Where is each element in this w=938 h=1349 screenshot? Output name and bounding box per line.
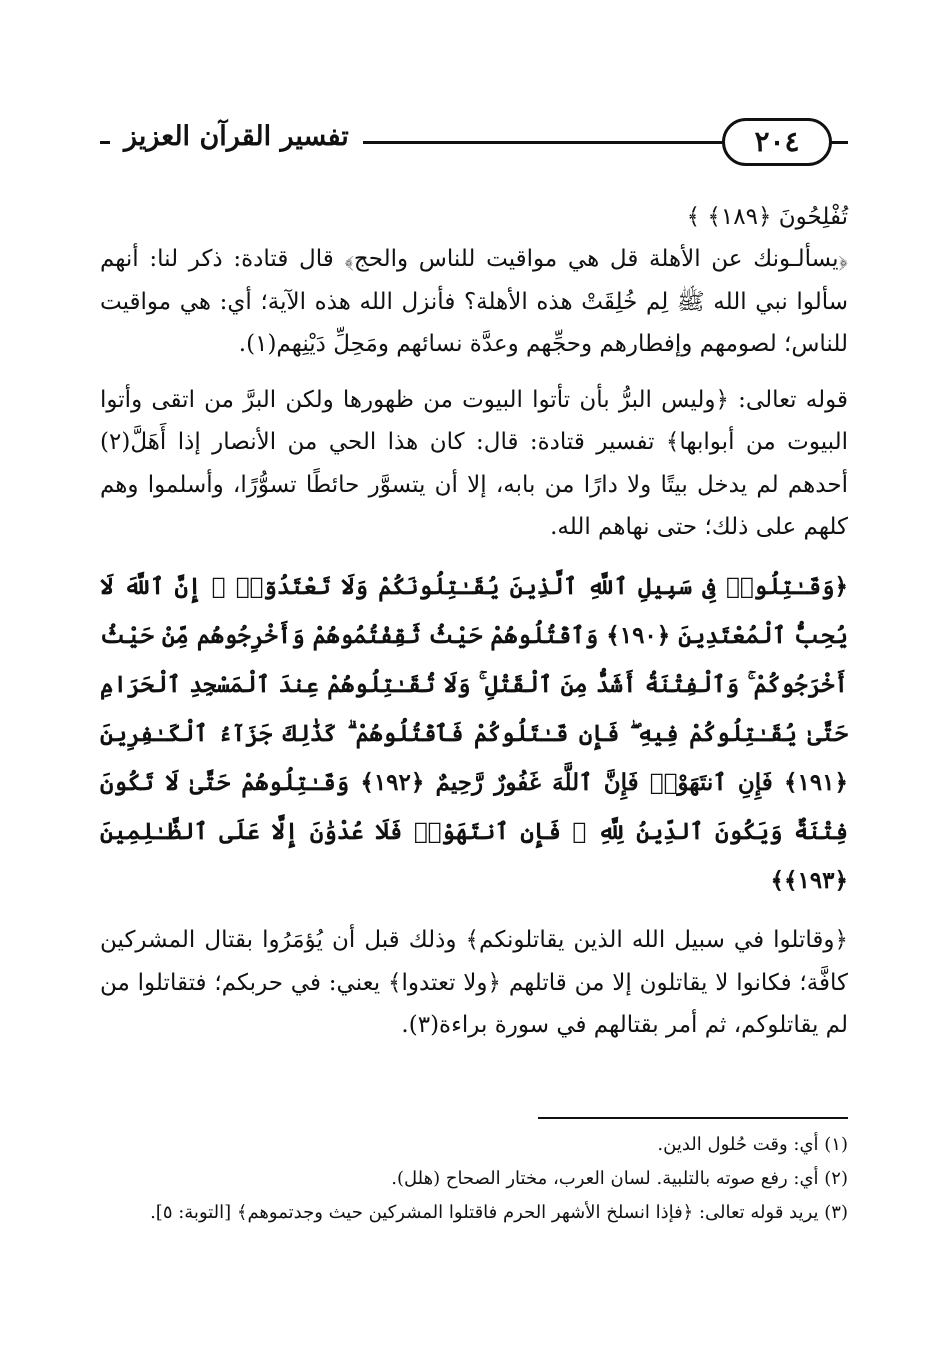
paragraph-birr: قوله تعالى: ﴿وليس البرُّ بأن تأتوا البيوت من ظهورها ولكن البرَّ من اتقى وأتوا البيوت من أبوابها﴾ تفسير قتادة: قال: كان هذا الحي من الأنصار إذا أَهَلَّ(٢) أحدهم لم يدخل بيتًا ولا دارًا من بابه، إلا أن يتسوَّر حائطًا تسوُّرًا، وأسلموا وهم كلهم على ذلك؛ حتى نهاهم الله. [100, 387, 848, 541]
page-number: ٢٠٤ [722, 118, 832, 166]
footnote-2: (٢) أي: رفع صوته بالتلبية. لسان العرب، مختار الصحاح (هلل). [391, 1168, 848, 1189]
quran-verses-190-193: ﴿وَقَـٰتِلُوا۟ فِى سَبِيلِ ٱللَّهِ ٱلَّذِينَ يُقَـٰتِلُونَكُمْ وَلَا تَعْتَدُوٓا۟ ۚ إِنَّ ٱللَّهَ لَا يُحِبُّ ٱلْمُعْتَدِينَ ﴿١٩٠﴾ وَٱقْتُلُوهُمْ حَيْثُ ثَقِفْتُمُوهُمْ وَأَخْرِجُوهُم مِّنْ حَيْثُ أَخْرَجُوكُمْ ۚ وَٱلْفِتْنَةُ أَشَدُّ مِنَ ٱلْقَتْلِ ۚ وَلَا تُقَـٰتِلُوهُمْ عِندَ ٱلْمَسْجِدِ ٱلْحَرَامِ حَتَّىٰ يُقَـٰتِلُوكُمْ فِيهِ ۖ فَإِن قَـٰتَلُوكُمْ فَٱقْتُلُوهُمْ ۗ كَذَٰلِكَ جَزَآءُ ٱلْكَـٰفِرِينَ ﴿١٩١﴾ فَإِنِ ٱنتَهَوْا۟ فَإِنَّ ٱللَّهَ غَفُورٌ رَّحِيمٌ ﴿١٩٢﴾ وَقَـٰتِلُوهُمْ حَتَّىٰ لَا تَكُونَ فِتْنَةٌ وَيَكُونَ ٱلدِّينُ لِلَّهِ ۖ فَإِنِ ٱنتَهَوْا۟ فَلَا عُدْوَٰنَ إِلَّا عَلَى ٱلظَّـٰلِمِينَ ﴿١٩٣﴾﴾ [99, 573, 848, 895]
paragraph-ahilla: ﴿يسألـونك عن الأهلة قل هي مواقيت للناس والحج﴾ قال قتادة: ذكر لنا: أنهم سألوا نبي الله ﷺ لِم خُلِقَتْ هذه الأهلة؟ فأنزل الله هذه الآية؛ أي: هي مواقيت للناس؛ لصومهم وإفطارهم وحجِّهم وعدَّة نسائهم ومَحِلِّ دَيْنِهم(١). [100, 246, 848, 357]
page-header [100, 118, 848, 166]
footnote-divider [538, 1117, 848, 1119]
footnote-1: (١) أي: وقت حُلول الدين. [657, 1134, 848, 1155]
verse-ending: تُفْلِحُونَ ﴿١٨٩﴾ ﴾ [686, 204, 848, 230]
footnote-3: (٣) يريد قوله تعالى: ﴿فإذا انسلخ الأشهر الحرم فاقتلوا المشركين حيث وجدتموهم﴾ [التوبة: ٥]. [150, 1202, 848, 1223]
footnotes [100, 1128, 848, 1230]
book-title: تفسير القرآن العزيز [110, 121, 363, 152]
page-body [100, 196, 848, 1046]
paragraph-qital: ﴿وقاتلوا في سبيل الله الذين يقاتلونكم﴾ وذلك قبل أن يُؤمَرُوا بقتال المشركين كافَّة؛ فكانوا لا يقاتلون إلا من قاتلهم ﴿ولا تعتدوا﴾ يعني: في حربكم؛ فتقاتلوا من لم يقاتلوكم، ثم أمر بقتالهم في سورة براءة(٣). [100, 927, 848, 1038]
